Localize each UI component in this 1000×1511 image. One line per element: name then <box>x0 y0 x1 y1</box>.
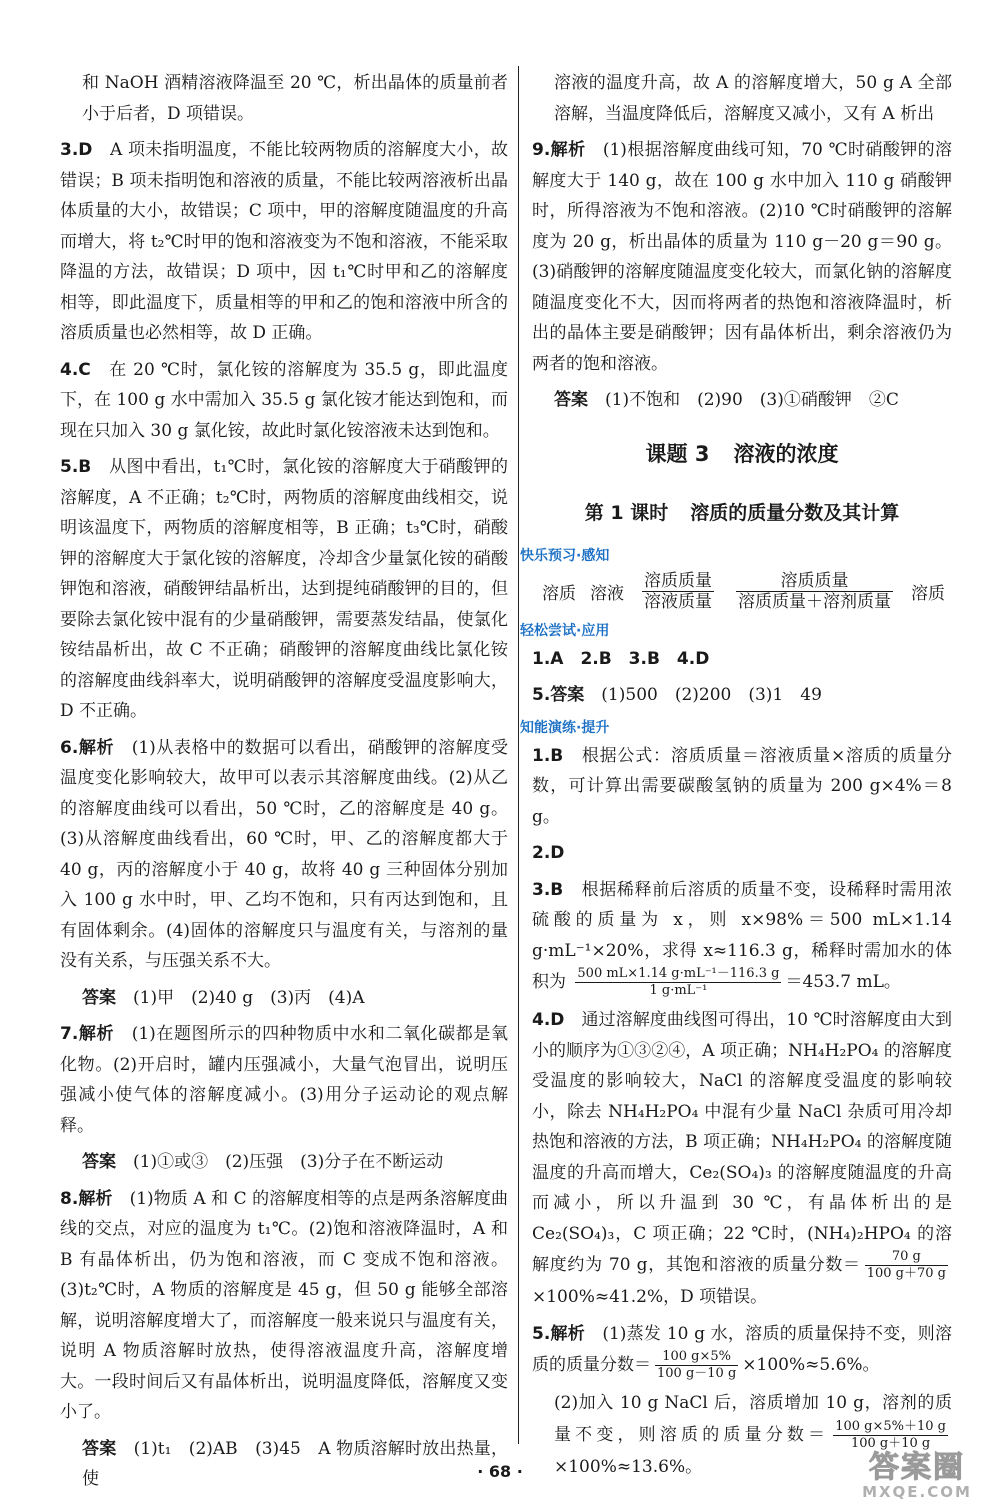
left-answer-8: 答案 (1)t₁ (2)AB (3)45 A 物质溶解时放出热量，使 <box>82 1438 509 1489</box>
left-para-3: 5.B 从图中看出，t₁℃时，氯化铵的溶解度大于硝酸钾的溶解度，A 不正确；t₂℃时，两物质的溶解度曲线相交，说明该温度下，两物质的溶解度相等，B 正确；t₃℃时，硝酸钾的溶解度大于氯化铵的溶解度，冷却含少量氯化铵的硝酸钾饱和溶液，硝酸钾结晶析出，达到提纯硝酸钾的目的，但要除去氯化铵中混有的少量硝酸钾，需要蒸发结晶，使氯化铵结晶析出，故 C 不正确；硝酸钾的溶解度曲线比氯化铵的溶解度曲线斜率大，说明硝酸钾的溶解度受温度影响大，D 不正确。 <box>60 457 508 721</box>
section-practice: 知能演练·提升 <box>520 719 610 736</box>
practice-q4: 4.D 通过溶解度曲线图可得出，10 ℃时溶解度由大到小的顺序为①③②④，A 项正确；NH₄H₂PO₄ 的溶解度受温度的影响较大，NaCl 的溶解度受温度的影响较小，除去 NH₄H₂PO₄ 中混有少量 NaCl 杂质可用冷却热饱和溶液的方法，B 项正确；NH₄H₂PO₄ 的溶解度随温度的升高而增大，Ce₂(SO₄)₃ 的溶解度随温度的升高而减小，所以升温到 30 ℃，有晶体析出的是 Ce₂(SO₄)₃，C 项正确；22 ℃时，(NH₄)₂HPO₄ 的溶解度约为 70 g，其饱和溶液的质量分数＝ $\frac{70 g}{100 g+70 g}$ ×100%≈41.2%，D 项错误。 <box>532 1010 952 1307</box>
left-para-8: 8.解析 (1)物质 A 和 C 的溶解度相等的点是两条溶解度曲线的交点，对应的温度为 t₁℃。(2)饱和溶液降温时，A 和 B 有晶体析出，仍为饱和溶液，而 C 变成不饱和溶液。(3)t₂℃时，A 物质的溶解度是 45 g，但 50 g 能够全部溶解，说明溶解度增大了，而溶解度一般来说只与温度有关，说明 A 物质溶解时放热，使得溶液温度升高，溶解度增大。一段时间后又有晶体析出，说明温度降低，溶解度又变小了。 <box>60 1188 509 1422</box>
try-answer-5: 5.答案 (1)500 (2)200 (3)1 49 <box>532 685 822 705</box>
left-para-6: 7.解析 (1)在题图所示的四种物质中水和二氧化碳都是氧化物。(2)开启时，罐内压强减小，大量气泡冒出，说明压强减小使气体的溶解度减小。(3)用分子运动论的观点解释。 <box>60 1024 508 1136</box>
right-answer-9: 答案 (1)不饱和 (2)90 (3)①硝酸钾 ②C <box>554 390 899 410</box>
left-column <box>60 68 508 1501</box>
right-para-0: 溶液的温度升高，故 A 的溶解度增大，50 g A 全部溶解，当温度降低后，溶解度又减小，又有 A 析出 <box>554 73 952 124</box>
session-title: 第 1 课时 溶质的质量分数及其计算 <box>584 501 900 524</box>
practice-q2: 2.D <box>532 843 565 863</box>
fill-blank-row <box>542 571 952 612</box>
q4-fraction: $\frac{70 g}{100 g+70 g}$ <box>866 1249 946 1281</box>
try-answers-line: 1.A 2.B 3.B 4.D <box>532 648 710 669</box>
practice-q5-part2: (2)加入 10 g NaCl 后，溶质增加 10 g，溶剂的质量不变，则溶质的质量分数＝ $\frac{100 g\times 5\%+10 g}{100 g+10 g}$ ×100%≈13.6%。 <box>554 1393 952 1477</box>
practice-q1: 1.B 根据公式：溶质质量＝溶液质量×溶质的质量分数，可计算出需要碳酸氢钠的质量为 200 g×4%＝8 g。 <box>532 745 952 827</box>
lesson-title: 课题 3 溶液的浓度 <box>645 441 839 466</box>
fill-fraction-1: $\frac{\text{溶质质量}}{\text{溶液质量}}$ <box>644 570 712 612</box>
q3-fraction: $\frac{\text{500 mL×1.14 g·mL⁻¹－116.3 g}}{\text{1 g·mL⁻¹}}$ <box>577 966 780 998</box>
watermark-url: MXQE.COM <box>862 1483 972 1501</box>
section-try: 轻松尝试·应用 <box>520 622 610 639</box>
left-para-0: 和 NaOH 酒精溶液降温至 20 ℃，析出晶体的质量前者小于后者，D 项错误。 <box>82 73 508 124</box>
right-para-9: 9.解析 (1)根据溶解度曲线可知，70 ℃时硝酸钾的溶解度大于 140 g，故在 100 g 水中加入 110 g 硝酸钾时，所得溶液为不饱和溶液。(2)10 ℃时硝酸钾的溶解度为 20 g，析出晶体的质量为 110 g－20 g＝90 g。(3)硝酸钾的溶解度随温度变化较大，而氯化钠的溶解度随温度变化不大，因而将两者的热饱和溶液降温时，析出的晶体主要是硝酸钾；因有晶体析出，剩余溶液仍为两者的饱和溶液。 <box>532 140 952 374</box>
q5-fraction-2: $\frac{100 g\times 5\%+10 g}{100 g+10 g}$ <box>835 1418 946 1451</box>
page-number: · 68 · <box>477 1462 523 1481</box>
section-preview: 快乐预习·感知 <box>520 547 610 564</box>
right-column <box>520 68 953 1488</box>
practice-q3: 3.B 根据稀释前后溶质的质量不变，设稀释时需用浓硫酸的质量为 x，则 x×98%＝500 mL×1.14 g·mL⁻¹×20%，求得 x≈116.3 g，稀释时需加水的体积为 $\frac{\text{500 mL×1.14 g·mL⁻¹－116.3 g}}{\text{1 g·mL⁻¹}}$ ＝453.7 mL。 <box>532 879 953 998</box>
fill-fraction-2: $\frac{\text{溶质质量}}{\text{溶质质量＋溶剂质量}}$ <box>738 570 891 612</box>
q5-fraction: $\frac{100 g\times 5\%}{100 g-10 g}$ <box>657 1349 737 1381</box>
fill-blank-2: 溶液 <box>590 583 624 604</box>
practice-q5: 5.解析 (1)蒸发 10 g 水，溶质的质量保持不变，则溶质的质量分数＝ $\frac{100 g\times 5\%}{100 g-10 g}$ ×100%≈5.6%。 <box>532 1323 952 1381</box>
left-answer-6: 答案 (1)甲 (2)40 g (3)丙 (4)A <box>82 987 365 1008</box>
column-divider <box>518 66 519 1444</box>
watermark-logo <box>842 1448 992 1506</box>
left-para-2: 4.C 在 20 ℃时，氯化铵的溶解度为 35.5 g，即此温度下，在 100 g 水中需加入 35.5 g 氯化铵才能达到饱和，而现在只加入 30 g 氯化铵，故此时氯化铵溶液未达到饱和。 <box>60 359 508 441</box>
left-para-4: 6.解析 (1)从表格中的数据可以看出，硝酸钾的溶解度受温度变化影响较大，故甲可以表示其溶解度曲线。(2)从乙的溶解度曲线可以看出，50 ℃时，乙的溶解度是 40 g。(3)从溶解度曲线看出，60 ℃时，甲、乙的溶解度都大于 40 g，丙的溶解度小于 40 g，故将 40 g 三种固体分别加入 100 g 水中时，甲、乙均不饱和，只有丙达到饱和，且有固体剩余。(4)固体的溶解度只与温度有关，与溶剂的量没有关系，与压强关系不大。 <box>60 737 508 971</box>
fill-blank-1: 溶质 <box>542 583 576 604</box>
fill-blank-3: 溶质 <box>911 583 945 604</box>
left-answer-7: 答案 (1)①或③ (2)压强 (3)分子在不断运动 <box>82 1152 444 1172</box>
left-para-1: 3.D A 项未指明温度，不能比较两物质的溶解度大小，故错误；B 项未指明饱和溶液的质量，不能比较两溶液析出晶体质量的大小，故错误；C 项中，甲的溶解度随温度的升高而增大，将 t₂℃时甲的饱和溶液变为不饱和溶液，不能采取降温的方法，故错误；D 项中，因 t₁℃时甲和乙的溶解度相等，即此温度下，质量相等的甲和乙的饱和溶液中所含的溶质质量也必然相等，故 D 正确。 <box>60 140 508 343</box>
watermark-text: 答案圈 <box>869 1450 965 1485</box>
